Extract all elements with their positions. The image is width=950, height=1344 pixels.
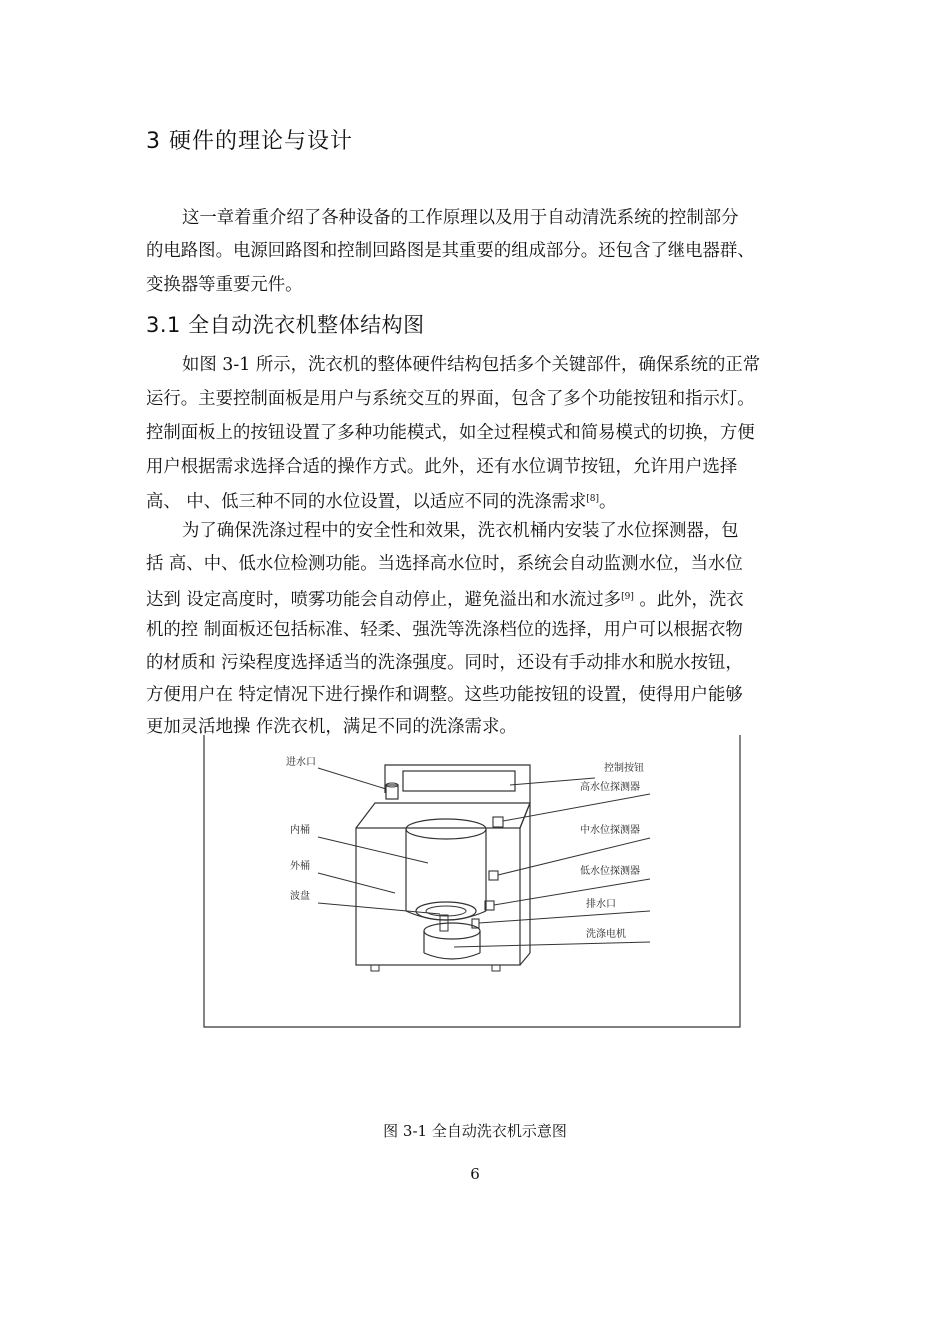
label-high-sensor: 高水位探测器 — [580, 782, 640, 793]
section-title: 3.1 全自动洗衣机整体结构图 — [146, 313, 425, 337]
label-motor: 洗涤电机 — [586, 929, 626, 940]
label-low-sensor: 低水位探测器 — [580, 866, 640, 877]
label-mid-sensor: 中水位探测器 — [580, 825, 640, 836]
cited-tail: 。 — [599, 492, 617, 512]
intro-line: 变换器等重要元件。 — [146, 275, 303, 295]
paragraph-line: 如图 3-1 所示，洗衣机的整体硬件结构包括多个关键部件，确保系统的正常 — [182, 355, 761, 375]
control-display — [403, 771, 515, 791]
paragraph-line: 方便用户在 特定情况下进行操作和调整。这些功能按钮的设置，使得用户能够 — [146, 685, 743, 705]
label-outer-tub: 外桶 — [290, 861, 310, 872]
paragraph-line: 运行。主要控制面板是用户与系统交互的界面，包含了多个功能按钮和指示灯。 — [146, 389, 755, 409]
label-control-button: 控制按钮 — [604, 763, 644, 774]
cited-text: 达到 设定高度时，喷雾功能会自动停止，避免溢出和水流过多 — [146, 590, 622, 610]
foot — [492, 965, 500, 971]
cabinet-lid — [356, 803, 530, 828]
citation-ref: [9] — [621, 592, 634, 602]
cabinet-body — [356, 828, 520, 965]
paragraph-line-cited — [146, 484, 811, 514]
foot — [371, 965, 379, 971]
citation-ref: [8] — [586, 494, 600, 504]
label-inlet: 进水口 — [286, 757, 316, 768]
high-sensor — [493, 817, 503, 827]
washing-machine-diagram — [200, 733, 745, 1033]
intro-line: 的电路图。电源回路图和控制回路图是其重要的组成部分。还包含了继电器群、 — [146, 241, 755, 261]
paragraph-line: 控制面板上的按钮设置了多种功能模式，如全过程模式和简易模式的切换，方便 — [146, 423, 755, 443]
mid-sensor — [489, 871, 498, 880]
paragraph-line: 为了确保洗涤过程中的安全性和效果，洗衣机桶内安装了水位探测器，包 — [182, 521, 739, 541]
intro-line: 这一章着重介绍了各种设备的工作原理以及用于自动清洗系统的控制部分 — [182, 208, 739, 228]
label-inner-tub: 内桶 — [290, 825, 310, 836]
chapter-title: 3 硬件的理论与设计 — [146, 129, 353, 154]
page-number: 6 — [470, 1165, 480, 1183]
cited-text: 高、 中、低三种不同的水位设置，以适应不同的洗涤需求 — [146, 492, 587, 512]
paragraph-line: 的材质和 污染程度选择适当的洗涤强度。同时，还设有手动排水和脱水按钮， — [146, 653, 743, 673]
figure-frame — [204, 735, 740, 1027]
paragraph-line: 用户根据需求选择合适的操作方式。此外，还有水位调节按钮，允许用户选择 — [146, 457, 738, 477]
paragraph-line: 机的控 制面板还包括标准、轻柔、强洗等洗涤档位的选择，用户可以根据衣物 — [146, 620, 743, 640]
wave-disc — [416, 902, 476, 920]
paragraph-line: 更加灵活地操 作洗衣机，满足不同的洗涤需求。 — [146, 717, 517, 737]
figure-caption: 图 3-1 全自动洗衣机示意图 — [383, 1122, 567, 1140]
label-wave-disc: 波盘 — [290, 891, 310, 902]
cited-tail: 。此外，洗衣 — [633, 590, 744, 610]
inner-tub-top — [406, 819, 486, 839]
label-drain: 排水口 — [586, 899, 616, 910]
paragraph-line-cited — [146, 582, 811, 612]
paragraph-line: 括 高、中、低水位检测功能。当选择高水位时，系统会自动监测水位，当水位 — [146, 554, 743, 574]
